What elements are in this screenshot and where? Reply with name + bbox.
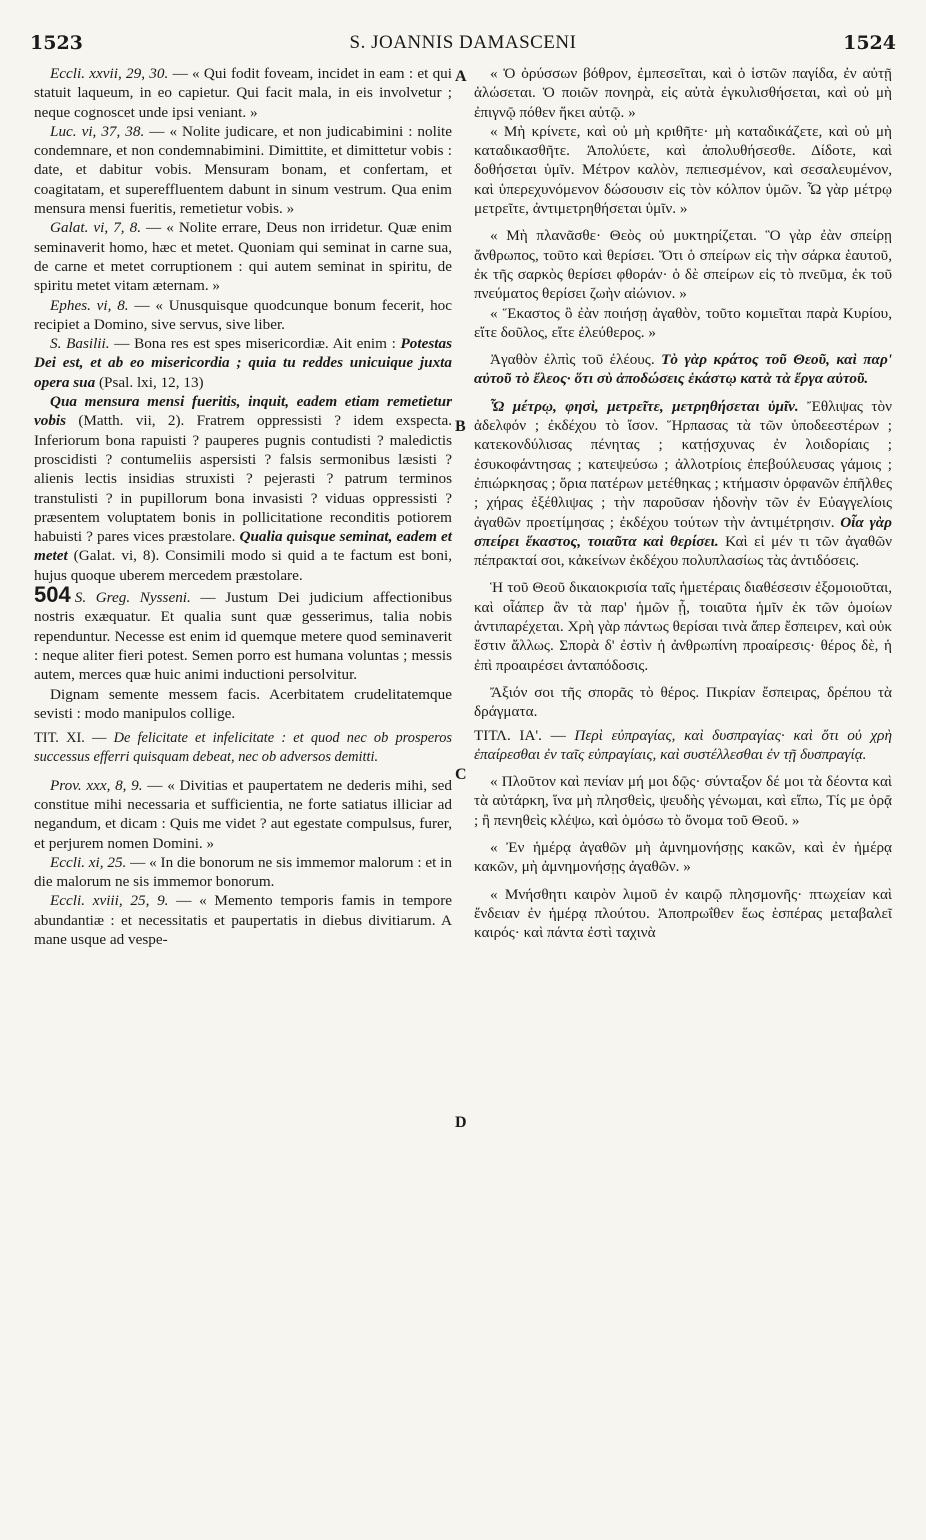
- greek-paragraph: « Μὴ πλανᾶσθε· Θεὸς οὐ μυκτηρίζεται. Ὃ γὰρ ἐὰν σπείρῃ ἄνθρωπος, τοῦτο καὶ θερίσει. Ὅτι ὁ σπείρων εἰς τὴν σάρκα ἑαυτοῦ, ἐκ τῆς σαρκὸς θερίσει φθοράν· ὁ δὲ σπείρων εἰς τὸ πνεῦμα, ἐκ τοῦ πνεύματος θερίσει ζωὴν αἰώνιον. »: [474, 227, 892, 303]
- greek-paragraph: Ὧ μέτρῳ, φησὶ, μετρεῖτε, μετρηθήσεται ὑμῖν. Ἔθλιψας τὸν ἀδελφόν ; ἐκδέχου τὸ ἴσον. Ἥρπασας τὰ τῶν ὑποδεεστέρων ; κατεκονδύλισας πένητας ; κατῄσχυνας ἐν λοιδορίαις ; ἐσυκοφάντησας ; κατεψεύσω ; ἀλλοτρίοις ἐπεβούλευσας γάμοις ; ἐπιώρκησας ; ὅρια πατέρων μετέθηκας ; κτήμασιν ὀρφανῶν ἐπῆλθες ; χήρας ἐξέθλιψας ; τὴν παροῦσαν ἡδονὴν τῶν ἐν Εὐαγγελίοις ἀγαθῶν προετίμησας ; ἐκδέχου τούτων τὴν ἀντιμέτρησιν. Οἷα γὰρ σπείρει ἕκαστος, τοιαῦτα καὶ θερίσει. Καὶ εἰ μέν τι τῶν ἀγαθῶν πέπρακταί σοι, κἀκείνων ἐκδέχου πολυπλασίως τὰς ἀντιδόσεις.: [474, 397, 892, 570]
- margin-letter-b: B: [455, 418, 466, 435]
- page-number-right: 1524: [843, 32, 896, 54]
- greek-paragraph: Ἡ τοῦ Θεοῦ δικαιοκρισία ταῖς ἡμετέραις διαθέσεσιν ἐξομοιοῦται, καὶ οἷάπερ ἂν τὰ παρ' ἡμῶν ᾖ, τοιαῦτα ἡμῖν ἐκ τῶν ὁμοίων ἀντιπαρέχεται. Χρὴ γὰρ πάντως θερίσαι τινὰ ἅπερ ἔσπειρεν, καὶ οὐκ ἔστιν ἄλλως. Σπορὰ δ' ἐστὶν ἡ ἀνθρωπίνη προαίρεσις· θέρος δὲ, ἡ ἐπὶ προαιρέσει ἀνταπόδοσις.: [474, 579, 892, 674]
- latin-paragraph: Eccli. xi, 25. — « In die bonorum ne sis immemor malorum : et in die malorum ne sis immemor bonorum.: [34, 853, 452, 891]
- latin-section-title: TIT. XI. — De felicitate et infelicitate : et quod nec ob prosperos successus efferri quisquam debeat, nec ob adversos demitti.: [34, 730, 452, 766]
- greek-paragraph: « Ἐν ἡμέρᾳ ἀγαθῶν μὴ ἀμνημονήσῃς κακῶν, καὶ ἐν ἡμέρᾳ κακῶν, μὴ ἀμνημονήσῃς ἀγαθῶν. »: [474, 838, 892, 876]
- greek-paragraph: Ἀγαθὸν ἐλπὶς τοῦ ἐλέους. Τὸ γὰρ κράτος τοῦ Θεοῦ, καὶ παρ' αὐτοῦ τὸ ἔλεος· ὅτι σὺ ἀποδώσεις ἑκάστῳ κατὰ τὰ ἔργα αὐτοῦ.: [474, 351, 892, 388]
- greek-paragraph: « Ἕκαστος ὃ ἐὰν ποιήσῃ ἀγαθὸν, τοῦτο κομιεῖται παρὰ Κυρίου, εἴτε δοῦλος, εἴτε ἐλεύθερος. »: [474, 304, 892, 341]
- greek-paragraph: « Μνήσθητι καιρὸν λιμοῦ ἐν καιρῷ πλησμονῆς· πτωχείαν καὶ ἔνδειαν ἐν ἡμέρᾳ πλούτου. Ἀποπρωΐθεν ἕως ἑσπέρας μεταβαλεῖ καιρός· καὶ πάντα ἐστὶ ταχινὰ: [474, 885, 892, 942]
- latin-paragraph: Eccli. xviii, 25, 9. — « Memento temporis famis in tempore abundantiæ : et necessitatis et paupertatis in diebus divitiarum. A mane usque ad vespe-: [34, 892, 452, 949]
- latin-paragraph: S. Basilii. — Bona res est spes misericordiæ. Ait enim : Potestas Dei est, et ab eo misericordia ; quia tu reddes unicuique juxta opera sua (Psal. lxi, 12, 13): [34, 335, 452, 391]
- greek-paragraph: Ἄξιόν σοι τῆς σπορᾶς τὸ θέρος. Πικρίαν ἔσπειρας, δρέπου τὰ δράγματα.: [474, 683, 892, 721]
- latin-paragraph: Qua mensura mensi fueritis, inquit, eadem etiam remetietur vobis (Matth. vii, 2). Fratrem oppressisti ? idem exspecta. Inferiorum bona rapuisti ? pauperes pugnis contudisti ? maledictis proscidisti ? contumeliis aspersisti ? falsis sermonibus læsisti ? alienis lectis insidias struxisti ? pejerasti ? patrum terminos transtulisti ? in pupillorum bona invasisti ? viduas oppressisti ? præsentem voluptatem bonis in pollicitatione reconditis potiorem habuisti ? pares vices præstolare. Qualia quisque seminat, eadem et metet (Galat. vi, 8). Consimili modo si quid a te factum est boni, hujus quoque uberem mercedem præstolare.: [34, 393, 452, 584]
- greek-paragraph: « Πλοῦτον καὶ πενίαν μή μοι δῷς· σύνταξον δέ μοι τὰ δέοντα καὶ τὰ αὐτάρκη, ἵνα μὴ πλησθεὶς, ψευδὴς γένωμαι, καὶ εἴπω, Τίς με ὁρᾷ ; ἢ πενηθεὶς κλέψω, καὶ ὀμόσω τὸ ὄνομα τοῦ Θεοῦ. »: [474, 773, 892, 829]
- greek-column: [474, 64, 892, 942]
- margin-letter-d: D: [455, 1114, 467, 1131]
- running-title: S. JOANNIS DAMASCENI: [349, 32, 577, 53]
- latin-paragraph: Ephes. vi, 8. — « Unusquisque quodcunque bonum fecerit, hoc recipiet a Domino, sive servus, sive liber.: [34, 296, 453, 333]
- latin-paragraph: 504 S. Greg. Nysseni. — Justum Dei judicium affectionibus nostris exæquatur. Et qualia sunt quæ gesserimus, talia nobis rependuntur. Necesse est enim id quemque metere quod seminaverit : neque aliter fieri potest. Semen porro est humana voluntas ; messis autem, merces quæ huic animi inductioni persolvitur.: [34, 582, 452, 684]
- latin-paragraph: Luc. vi, 37, 38. — « Nolite judicare, et non judicabimini : nolite condemnare, et non condemnabimini. Dimittite, et dimittetur vobis : date, et dabitur vobis. Mensuram bonam, et confertam, et coagitatam, et supereffluentem dabunt in sinum vestrum. Qua enim mensura mensi fueritis, remetietur vobis. »: [34, 122, 453, 218]
- latin-paragraph: Eccli. xxvii, 29, 30. — « Qui fodit foveam, incidet in eam : et qui statuit laqueum, in eo capietur. Qui facit mala, in eis involvetur ; neque cognoscet unde ipsi veniant. »: [34, 65, 452, 121]
- page-header: [0, 0, 926, 62]
- latin-column: [34, 64, 452, 949]
- latin-paragraph: Prov. xxx, 8, 9. — « Divitias et paupertatem ne dederis mihi, sed constitue mihi necessaria et sufficientia, ne forte satiatus illiciar ad negandum, et dicam : Quis me videt ? aut egestate compulsus, furer, et perjurem nomen Domini. »: [34, 776, 452, 852]
- greek-paragraph: « Ὁ ὀρύσσων βόθρον, ἐμπεσεῖται, καὶ ὁ ἱστῶν παγίδα, ἐν αὐτῇ ἁλώσεται. Ὁ ποιῶν πονηρὰ, εἰς αὐτὰ ἐγκυλισθήσεται, καὶ οὐ μὴ ἐπιγνῷ πόθεν ἥκει αὐτῷ. »: [474, 65, 892, 121]
- greek-paragraph: « Μὴ κρίνετε, καὶ οὐ μὴ κριθῆτε· μὴ καταδικάζετε, καὶ οὐ μὴ καταδικασθῆτε. Ἀπολύετε, καὶ ἀπολυθήσεσθε. Δίδοτε, καὶ δοθήσεται ὑμῖν. Μέτρον καλὸν, πεπιεσμένον, καὶ σεσαλευμένον, καὶ ὑπερεχυνόμενον δώσουσιν εἰς τὸν κόλπον ὑμῶν. Ὧ γὰρ μέτρῳ μετρεῖτε, ἀντιμετρηθήσεται ὑμῖν. »: [474, 122, 892, 218]
- margin-letter-a: A: [455, 68, 467, 85]
- latin-paragraph: Galat. vi, 7, 8. — « Nolite errare, Deus non irridetur. Quæ enim seminaverit homo, hæc et metet. Quoniam qui seminat in carne sua, de carne et metet corruptionem : qui autem seminat in spiritu, de spiritu metet vitam æternam. »: [34, 219, 452, 295]
- margin-letter-c: C: [455, 766, 467, 783]
- greek-section-title: ΤΙΤΛ. ΙΑ'. — Περὶ εὐπραγίας, καὶ δυσπραγίας· καὶ ὅτι οὐ χρὴ ἐπαίρεσθαι ἐν ταῖς εὐπραγίαις, καὶ συστέλλεσθαι ἐν τῇ δυσπραγίᾳ.: [474, 726, 893, 763]
- page-number-left: 1523: [30, 32, 83, 54]
- latin-paragraph: Dignam semente messem facis. Acerbitatem crudelitatemque sevisti : modo manipulos collige.: [34, 685, 452, 722]
- column-number: 504: [34, 582, 71, 608]
